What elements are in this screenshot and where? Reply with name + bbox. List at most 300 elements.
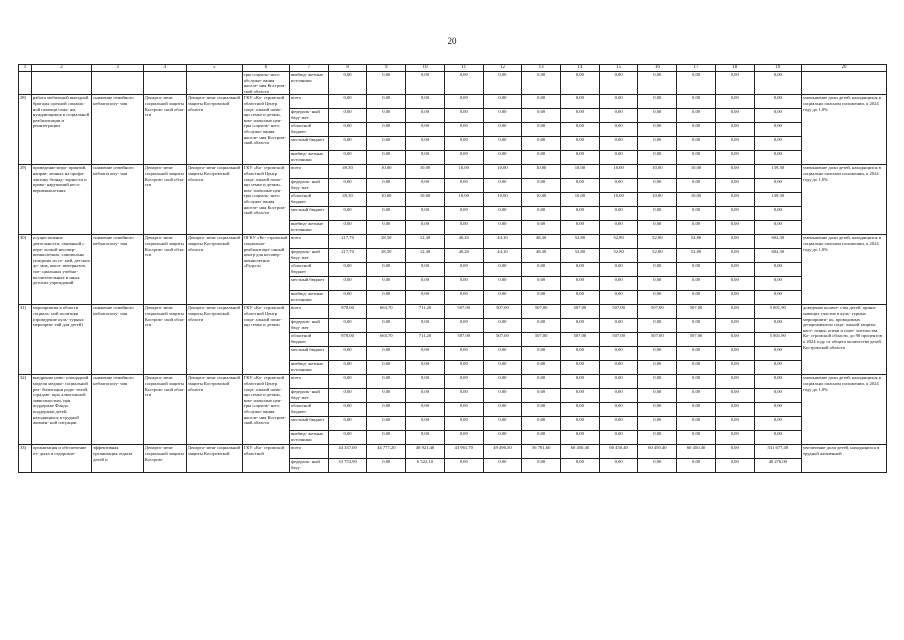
value-stack — [522, 165, 561, 235]
value-cell: 507,00 — [522, 332, 560, 346]
value-cell: 0,00 — [484, 150, 522, 164]
value-stack — [715, 445, 754, 473]
value-cell: 0,00 — [406, 276, 444, 290]
value-cell: 0,00 — [575, 375, 584, 381]
value-stack — [754, 235, 801, 305]
value-cell: 0,00 — [484, 262, 522, 276]
funding-source-stack — [290, 165, 329, 235]
value-stack — [367, 235, 406, 305]
funding-source-stack — [290, 235, 329, 305]
goal-cell: снижение семейного неблагополу- чия — [92, 165, 144, 235]
value-stack — [638, 305, 677, 375]
value-cell: 43 961,70 — [454, 445, 473, 451]
value-cell: 0,00 — [561, 220, 599, 234]
value-cell: 48 921,40 — [415, 445, 435, 451]
value-cell: 0,00 — [716, 248, 754, 262]
value-stack — [328, 235, 367, 305]
value-cell: 0,00 — [600, 388, 638, 402]
value-cell: 0,00 — [484, 430, 522, 444]
value-cell: 0,00 — [716, 206, 754, 220]
column-number: 1 — [19, 65, 32, 72]
value-cell: 507,00 — [612, 305, 625, 311]
column-number: 4 — [143, 65, 186, 72]
value-cell: 0,00 — [638, 108, 676, 122]
value-cell: 0,00 — [445, 122, 483, 136]
value-cell: 0,00 — [367, 346, 405, 360]
funding-source: областной бюджет — [290, 332, 328, 346]
value-cell: 0,00 — [716, 290, 754, 304]
value-stack — [561, 95, 600, 165]
table-row — [19, 445, 887, 473]
value-cell: 0,00 — [420, 95, 430, 101]
value-cell: 0,00 — [730, 165, 739, 171]
value-cell: 0,00 — [329, 136, 367, 150]
value-cell: 0,00 — [329, 430, 367, 444]
value-cell: 0,00 — [484, 360, 522, 374]
value-stack — [715, 235, 754, 305]
value-cell: 10,00 — [445, 192, 483, 206]
value-cell: 0,00 — [716, 332, 754, 346]
value-cell: 0,00 — [329, 122, 367, 136]
value-cell: 663,70 — [379, 305, 393, 311]
value-cell: 0,00 — [522, 220, 560, 234]
value-cell: 40,20 — [458, 235, 469, 241]
value-cell: 878,00 — [329, 332, 367, 346]
value-cell: 0,00 — [755, 108, 801, 122]
table-row — [19, 305, 887, 375]
value-stack — [599, 375, 638, 445]
value-cell: 0,00 — [638, 220, 676, 234]
value-cell: 0,00 — [561, 318, 599, 332]
value-cell: 0,00 — [755, 388, 801, 402]
value-cell: 0,00 — [522, 360, 560, 374]
value-cell: 0,00 — [329, 346, 367, 360]
value-cell: 0,00 — [459, 95, 468, 101]
value-cell: 5 801,90 — [769, 305, 786, 311]
value-cell: 0,00 — [730, 445, 739, 451]
value-cell: 60 450,40 — [648, 445, 667, 451]
value-cell: 40,20 — [445, 248, 483, 262]
funding-source: федераль- ный бюд- жет — [290, 108, 328, 122]
value-cell: 0,00 — [522, 402, 560, 416]
value-stack — [406, 165, 445, 235]
value-cell: 0,00 — [755, 262, 801, 276]
value-cell: 507,00 — [573, 305, 587, 311]
value-cell: 10,00 — [600, 192, 638, 206]
table-row — [19, 95, 887, 165]
row-number: 30) — [19, 235, 32, 305]
value-stack — [367, 305, 406, 375]
value-cell: 0,00 — [329, 206, 367, 220]
value-cell: 507,00 — [689, 305, 703, 311]
value-cell: 0,00 — [406, 318, 444, 332]
activity-name: работа мобильной выездной бригады срочной социаль- ной помощи семь- ям, нуждающимся в социальной реабилитации и реинтеграции — [31, 95, 91, 165]
value-cell: 52,80 — [574, 235, 586, 241]
value-cell: 52,80 — [652, 235, 663, 241]
value-cell: 0,00 — [773, 375, 782, 381]
value-cell: 602,30 — [771, 235, 785, 241]
value-cell: 0,00 — [367, 220, 405, 234]
value-cell: 0,00 — [677, 402, 715, 416]
empty-cell — [31, 72, 91, 95]
target-indicator: увеличение доли детей, находящихся в трудной жизненной — [801, 445, 886, 473]
value-cell: 0,00 — [755, 122, 801, 136]
funding-source-stack — [290, 445, 329, 473]
value-stack — [677, 375, 716, 445]
value-cell: 12,30 — [406, 248, 444, 262]
value-cell: 0,00 — [445, 402, 483, 416]
value-stack — [483, 305, 522, 375]
value-stack — [561, 165, 600, 235]
value-cell: 0,00 — [367, 206, 405, 220]
value-cell: 0,00 — [445, 430, 483, 444]
value-cell: 0,00 — [522, 136, 560, 150]
empty-cell — [801, 72, 886, 95]
program-table — [18, 64, 887, 473]
value-cell: 0,00 — [600, 430, 638, 444]
value-cell: 10,00 — [522, 192, 560, 206]
column-number: 10 — [406, 65, 445, 72]
value-cell: 0,00 — [600, 458, 638, 472]
value-stack — [328, 375, 367, 445]
funding-source: местный бюджет — [290, 416, 328, 430]
goal-cell: снижение семейного неблагополу- чия — [92, 95, 144, 165]
value-cell: 0,00 — [561, 290, 599, 304]
value-cell: 0,00 — [692, 375, 701, 381]
value-cell: 0,00 — [561, 388, 599, 402]
value-cell: 507,00 — [677, 332, 715, 346]
value-cell: 0,00 — [498, 375, 507, 381]
value-cell: 0,00 — [755, 318, 801, 332]
value-cell: 0,00 — [406, 388, 444, 402]
activity-name: организация и обеспечение от- дыха и оздоровле- — [31, 445, 91, 473]
column-number: 7 — [290, 65, 329, 72]
value-cell: 0,00 — [677, 206, 715, 220]
value-cell: 49,30 — [342, 165, 353, 171]
value-cell: 10,00 — [561, 192, 599, 206]
value-cell: 531 677,40 — [767, 445, 789, 451]
value-cell: 0,00 — [406, 360, 444, 374]
value-cell: 0,00 — [773, 95, 782, 101]
value-cell: 0,00 — [522, 206, 560, 220]
funding-source: федераль- ный бюд- — [290, 458, 328, 472]
value-cell: 0,00 — [406, 122, 444, 136]
value-cell: 0,00 — [329, 108, 367, 122]
value-cell: 0,00 — [329, 416, 367, 430]
column-number: 19 — [754, 65, 801, 72]
value-cell: 0,00 — [561, 150, 599, 164]
value-cell: 0,00 — [716, 276, 754, 290]
value-cell: 0,00 — [329, 402, 367, 416]
value-stack — [522, 305, 561, 375]
value-cell: 0,00 — [561, 360, 599, 374]
value-stack — [367, 165, 406, 235]
value-cell: 0,00 — [445, 360, 483, 374]
value-cell: 507,00 — [600, 332, 638, 346]
value-cell: 0,00 — [716, 388, 754, 402]
value-cell: 0,00 — [343, 95, 352, 101]
value-cell: 0,00 — [730, 305, 739, 311]
column-number: 18 — [715, 65, 754, 72]
value-cell: 0,00 — [638, 262, 676, 276]
value-cell: 52,80 — [600, 248, 638, 262]
value-cell: 0,00 — [522, 430, 560, 444]
column-number: 14 — [561, 65, 600, 72]
funding-source-stack — [290, 95, 329, 165]
empty-cell — [186, 72, 242, 95]
value-cell: 0,00 — [638, 360, 676, 374]
value-cell: 0,00 — [730, 95, 739, 101]
value-stack — [677, 305, 716, 375]
value-cell: 0,00 — [561, 276, 599, 290]
value-cell: 0,00 — [600, 290, 638, 304]
value-cell: 0,00 — [716, 402, 754, 416]
value-cell: 0,00 — [367, 276, 405, 290]
target-indicator: доведение количе- ства детей, прини- мающих участие в куль- турных мероприяти- ях, проводимых департаментом соци- альной защиты насе- ления, опеки и попе- чительства Ко- стромской области, до 90 процентов к 2024 году от общего количества детей Костромской области — [801, 305, 886, 375]
value-cell: 217,70 — [329, 248, 367, 262]
column-number: 15 — [599, 65, 638, 72]
value-stack — [754, 95, 801, 165]
value-cell: 0,00 — [406, 220, 444, 234]
value-stack — [328, 305, 367, 375]
coexecutor-cell: Департа- мент социальной защиты Костромской — [186, 445, 242, 473]
value-cell: 0,00 — [755, 290, 801, 304]
funding-source: областной бюджет — [290, 402, 328, 416]
value-stack — [367, 445, 406, 473]
responsible-cell: Департа- мент социальной защиты Костром- — [143, 445, 186, 473]
value-cell: 0,00 — [561, 206, 599, 220]
value-cell: 711,20 — [418, 305, 432, 311]
value-stack — [406, 95, 445, 165]
goal-cell: снижение семейного неблагополу- чия — [92, 375, 144, 445]
value-cell: 10,00 — [638, 192, 676, 206]
column-number-row — [19, 65, 887, 72]
value-cell: 0,00 — [522, 276, 560, 290]
target-indicator: уменьшение доли детей, находящихся в социально опасном положении, к 2024 году до 1,0% — [801, 165, 886, 235]
executor-cell: ГКУ «Ко- стромской областной Центр соци- альной помо- щи семье и детям» — [242, 305, 289, 375]
value-cell: 0,00 — [561, 122, 599, 136]
column-number: 13 — [522, 65, 561, 72]
funding-source: всего — [291, 235, 302, 241]
value-cell: 0,00 — [677, 262, 715, 276]
table-row — [19, 235, 887, 305]
executor-cell: ГКУ «Ко- стромской областной Центр соци- альной помо- щи семье и детям», ком- плексные цен- тры социаль- ного обслужи- вания населе- ния Костром- ской области — [242, 375, 289, 445]
value-cell: 40 276,00 — [755, 458, 801, 472]
value-cell: 48,30 — [536, 235, 547, 241]
value-cell: 44 777,20 — [377, 445, 396, 451]
funding-source: всего — [291, 445, 302, 451]
value-cell: 0,00 — [445, 318, 483, 332]
column-number: 16 — [638, 65, 677, 72]
funding-source: местный бюджет — [290, 276, 328, 290]
target-indicator: уменьшение доли детей, находящихся в социально опасном положении, к 2024 году до 1,0% — [801, 95, 886, 165]
value-cell: 0,00 — [600, 108, 638, 122]
funding-source: всего — [291, 95, 302, 101]
value-stack — [406, 305, 445, 375]
value-cell: 0,00 — [522, 290, 560, 304]
value-cell: 0,00 — [677, 416, 715, 430]
value-cell: 0,00 — [677, 430, 715, 444]
value-cell: 0,00 — [329, 178, 367, 192]
value-cell: 28,50 — [381, 235, 392, 241]
value-cell: 0,00 — [755, 136, 801, 150]
value-cell: 0,00 — [445, 178, 483, 192]
value-stack — [444, 305, 483, 375]
column-number: 11 — [444, 65, 483, 72]
value-cell: 0,00 — [522, 122, 560, 136]
value-cell: 0,00 — [484, 206, 522, 220]
value-cell: 0,00 — [653, 95, 662, 101]
value-cell: 0,00 — [329, 150, 367, 164]
value-cell: 0,00 — [329, 360, 367, 374]
value-cell: 0,00 — [653, 375, 662, 381]
value-cell: 0,00 — [484, 220, 522, 234]
value-cell: 5 801,90 — [755, 332, 801, 346]
value-stack — [483, 235, 522, 305]
value-cell: 507,00 — [496, 305, 509, 311]
value-cell: 0,00 — [382, 375, 391, 381]
value-cell: 60 450,40 — [686, 445, 706, 451]
value-cell: 0,00 — [600, 122, 638, 136]
funding-source: внебюд- жетные источники — [290, 72, 329, 95]
value-cell: 0,00 — [638, 72, 677, 95]
value-cell: 12,30 — [419, 235, 431, 241]
value-stack — [638, 235, 677, 305]
value-cell: 44,10 — [484, 248, 522, 262]
value-cell: 0,00 — [328, 72, 367, 95]
value-cell: 0,00 — [600, 262, 638, 276]
value-stack — [638, 375, 677, 445]
value-cell: 0,00 — [522, 388, 560, 402]
table-row — [19, 375, 887, 445]
value-cell: 10,00 — [406, 192, 444, 206]
value-stack — [599, 235, 638, 305]
funding-source: всего — [291, 165, 302, 171]
value-stack — [522, 445, 561, 473]
coexecutor-cell: Департа- мент социальной защиты Костромской области — [186, 235, 242, 305]
value-stack — [483, 445, 522, 473]
value-cell: 0,00 — [406, 262, 444, 276]
empty-cell — [92, 72, 144, 95]
value-stack — [715, 165, 754, 235]
value-cell: 0,00 — [561, 402, 599, 416]
value-cell: 0,00 — [755, 402, 801, 416]
value-cell: 0,00 — [716, 192, 754, 206]
funding-source: внебюд- жетные источники — [290, 150, 328, 164]
funding-source: внебюд- жетные источники — [290, 220, 328, 234]
value-stack — [561, 235, 600, 305]
value-stack — [328, 165, 367, 235]
value-cell: 0,00 — [638, 318, 676, 332]
funding-source: федераль- ный бюд- жет — [290, 248, 328, 262]
value-cell: 0,00 — [561, 430, 599, 444]
value-cell: 0,00 — [522, 72, 561, 95]
value-cell: 139,30 — [771, 165, 785, 171]
funding-source: областной бюджет — [290, 122, 328, 136]
value-cell: 0,00 — [367, 72, 406, 95]
value-stack — [522, 95, 561, 165]
value-cell: 48,30 — [522, 248, 560, 262]
funding-source: внебюд- жетные источники — [290, 430, 328, 444]
value-cell: 0,00 — [459, 375, 468, 381]
value-stack — [561, 445, 600, 473]
value-cell: 0,00 — [677, 108, 715, 122]
value-cell: 10,00 — [367, 192, 405, 206]
value-cell: 507,00 — [534, 305, 548, 311]
value-cell: 507,00 — [651, 305, 664, 311]
value-cell: 0,00 — [677, 178, 715, 192]
value-stack — [522, 235, 561, 305]
value-cell: 0,00 — [600, 136, 638, 150]
value-cell: 0,00 — [484, 346, 522, 360]
target-indicator: уменьшение доли детей, находящихся в социально опасном положении, к 2024 году до 1,0% — [801, 375, 886, 445]
value-cell: 56 781,60 — [531, 445, 551, 451]
value-cell: 0,00 — [522, 150, 560, 164]
funding-source: областной бюджет — [290, 192, 328, 206]
value-cell: 0,00 — [600, 150, 638, 164]
value-stack — [599, 305, 638, 375]
row-number: 31) — [19, 305, 32, 375]
value-cell: 0,00 — [677, 276, 715, 290]
activity-name: проведение меро- приятий, направ- ленных на профи- лактику безнад- зорности и право- нарушений несо- вершеннолетних — [31, 165, 91, 235]
value-cell: 0,00 — [638, 122, 676, 136]
value-cell: 0,00 — [755, 178, 801, 192]
value-cell: 0,00 — [677, 388, 715, 402]
column-number: 8 — [328, 65, 367, 72]
value-stack — [483, 375, 522, 445]
funding-source-stack — [290, 305, 329, 375]
value-cell: 0,00 — [537, 95, 546, 101]
value-cell: 0,00 — [561, 178, 599, 192]
value-cell: 0,00 — [406, 402, 444, 416]
value-stack — [406, 445, 445, 473]
value-cell: 0,00 — [716, 262, 754, 276]
value-cell: 0,00 — [561, 262, 599, 276]
value-cell: 0,00 — [522, 108, 560, 122]
value-cell: 0,00 — [600, 178, 638, 192]
value-cell: 0,00 — [367, 108, 405, 122]
value-cell: 0,00 — [677, 290, 715, 304]
value-cell: 0,00 — [445, 346, 483, 360]
value-cell: 0,00 — [406, 72, 445, 95]
value-stack — [715, 375, 754, 445]
value-cell: 0,00 — [755, 416, 801, 430]
value-cell: 0,00 — [484, 402, 522, 416]
value-cell: 6 522,10 — [406, 458, 444, 472]
value-cell: 0,00 — [677, 136, 715, 150]
value-cell: 0,00 — [638, 290, 676, 304]
value-cell: 0,00 — [716, 150, 754, 164]
value-stack — [561, 305, 600, 375]
value-stack — [444, 95, 483, 165]
value-cell: 0,00 — [716, 108, 754, 122]
value-cell: 52,80 — [561, 248, 599, 262]
value-cell: 0,00 — [677, 318, 715, 332]
value-cell: 0,00 — [367, 122, 405, 136]
responsible-cell: Департа- мент социальной защиты Костром- ской обла- сти — [143, 375, 186, 445]
value-cell: 0,00 — [716, 458, 754, 472]
value-cell: 0,00 — [329, 388, 367, 402]
column-number: 17 — [677, 65, 716, 72]
value-stack — [444, 165, 483, 235]
value-cell: 0,00 — [614, 375, 623, 381]
value-cell: 0,00 — [716, 360, 754, 374]
value-cell: 0,00 — [522, 262, 560, 276]
value-cell: 0,00 — [677, 122, 715, 136]
value-cell: 0,00 — [677, 346, 715, 360]
value-cell: 0,00 — [484, 318, 522, 332]
page-number: 20 — [447, 36, 457, 46]
